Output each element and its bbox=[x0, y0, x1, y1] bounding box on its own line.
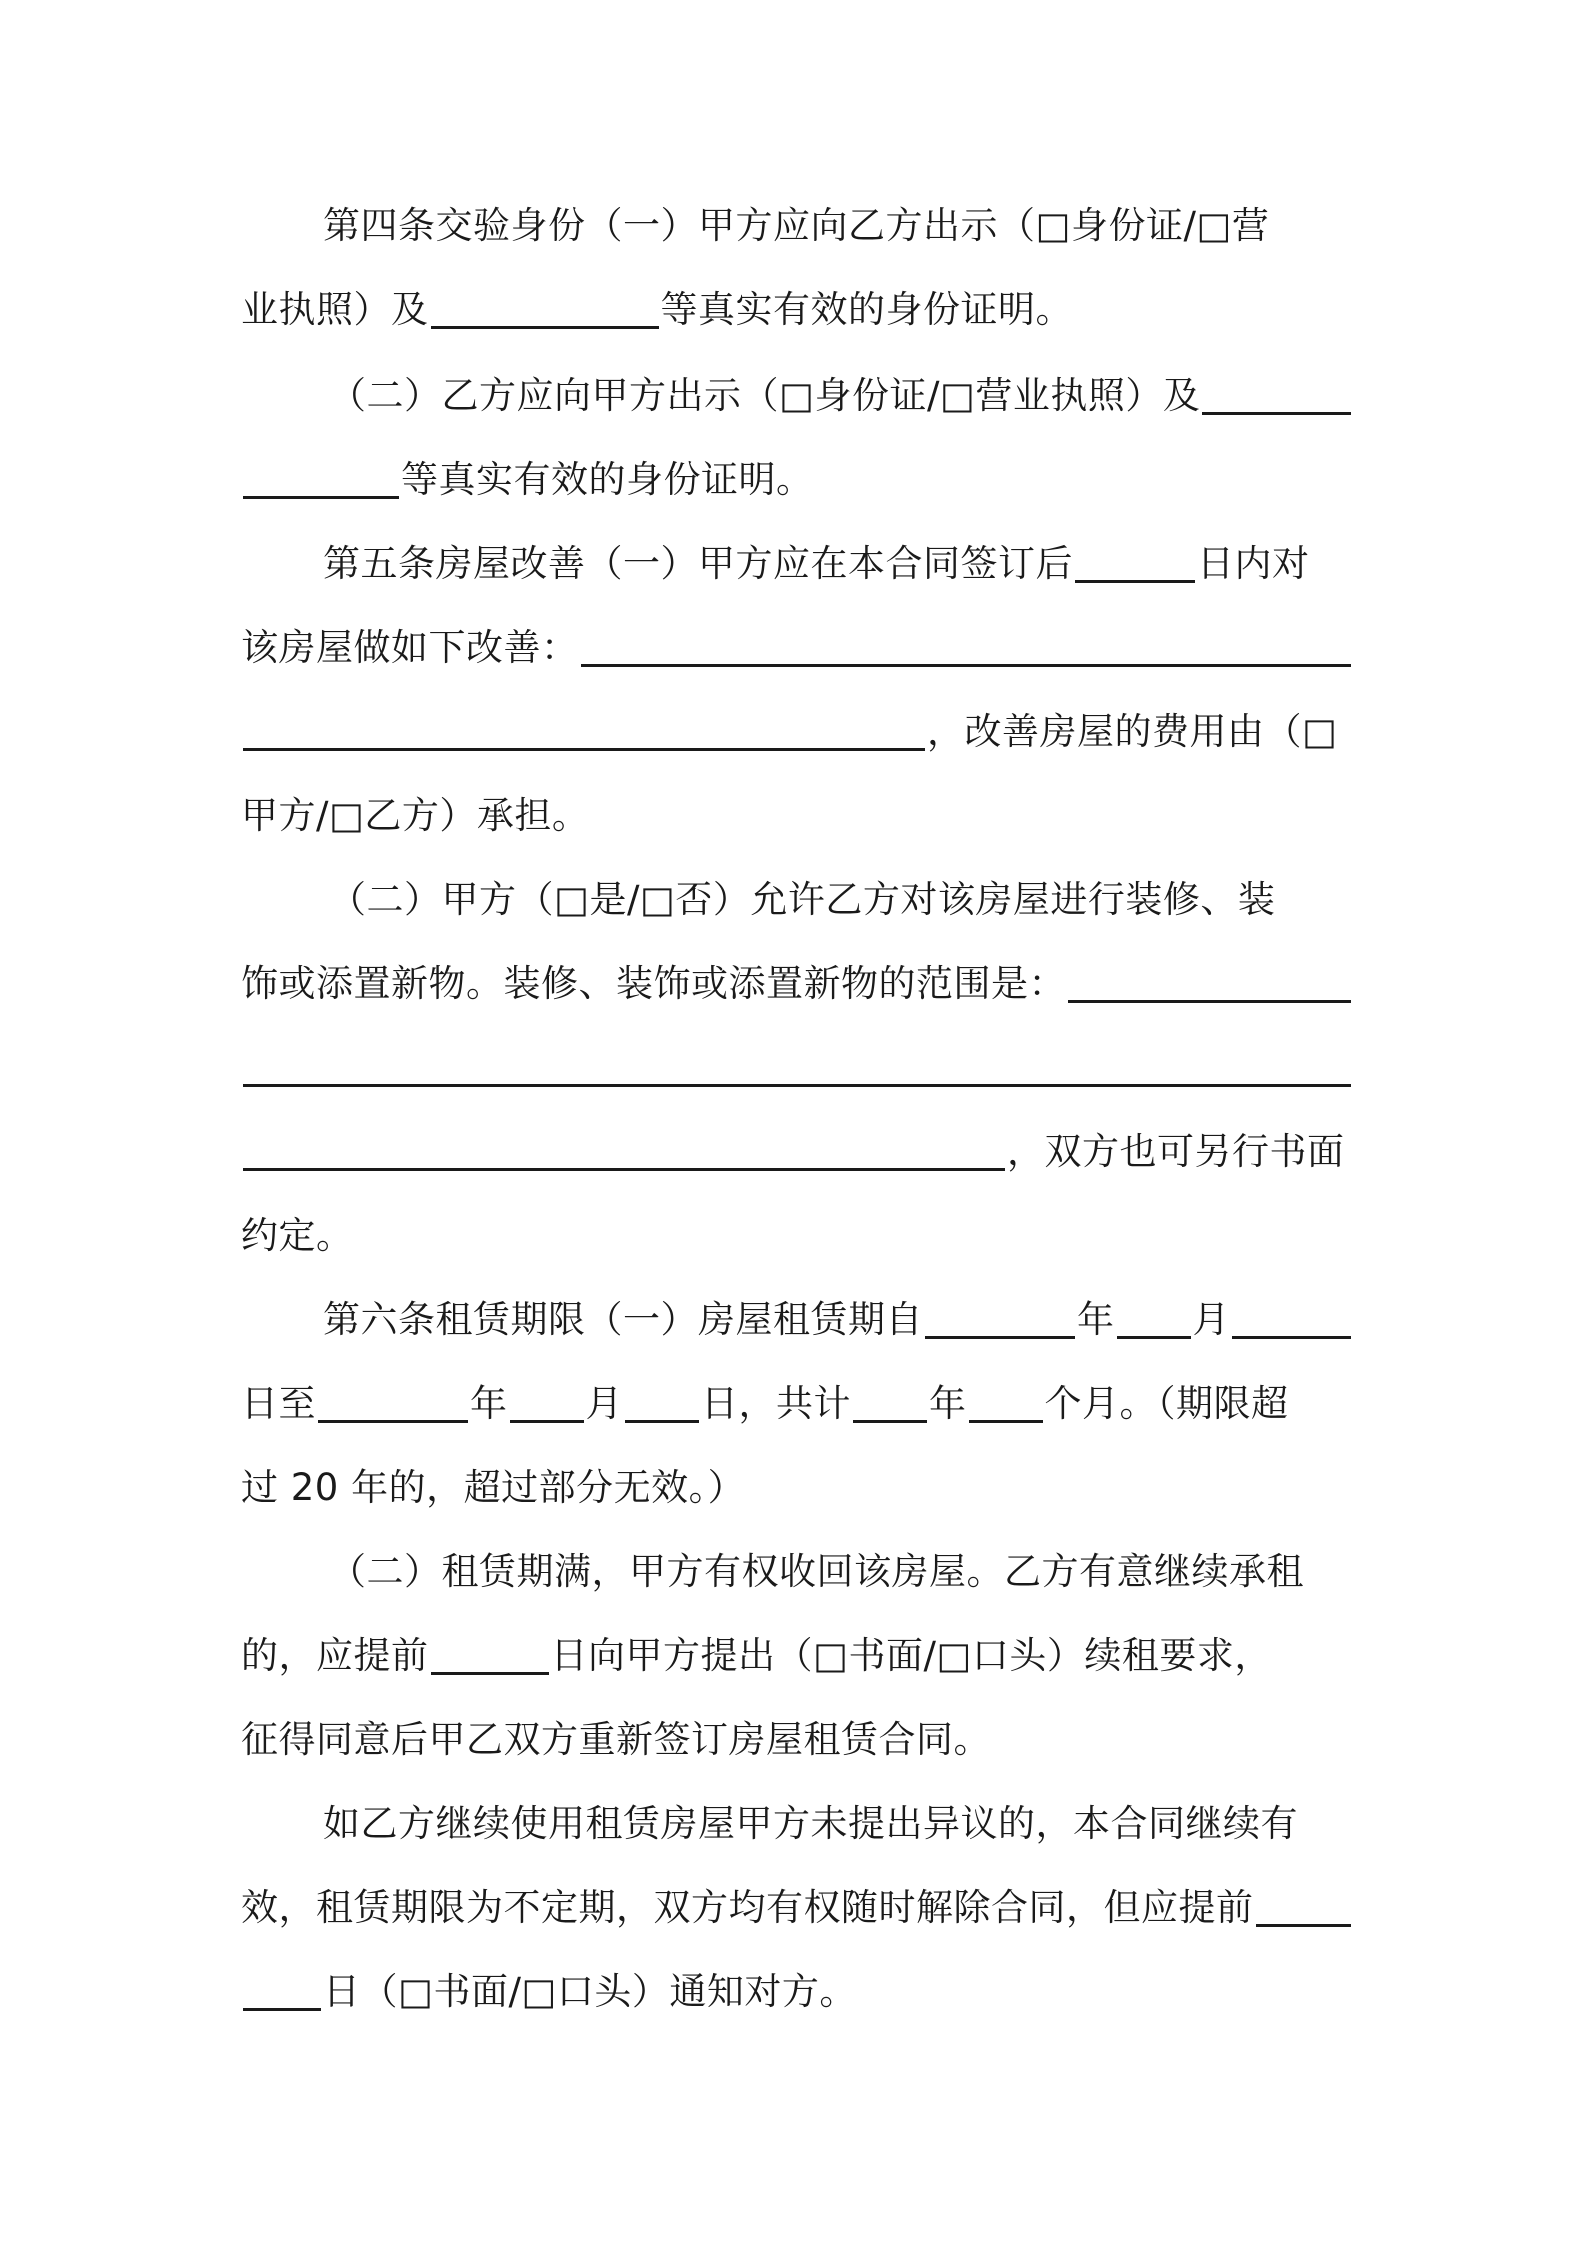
blank-field[interactable] bbox=[243, 714, 925, 751]
text: 年 bbox=[470, 1382, 508, 1425]
text: 业执照）及 bbox=[241, 288, 429, 331]
blank-field[interactable] bbox=[243, 1974, 321, 2011]
blank-field[interactable] bbox=[431, 292, 659, 329]
blank-field[interactable] bbox=[243, 462, 399, 499]
text: 月 bbox=[1192, 1298, 1230, 1341]
text: 约定。 bbox=[241, 1214, 354, 1257]
text: 日，共计 bbox=[701, 1382, 851, 1425]
article-5-line-4 bbox=[241, 786, 1353, 846]
text: 日向甲方提出（□书面/□口头）续租要求， bbox=[550, 1634, 1272, 1677]
article-6-line-5 bbox=[241, 1626, 1353, 1686]
blank-field[interactable] bbox=[853, 1386, 927, 1423]
article-6-line-2 bbox=[241, 1374, 1353, 1434]
text: 该房屋做如下改善： bbox=[241, 626, 579, 669]
text: ，双方也可另行书面 bbox=[1007, 1130, 1345, 1173]
text: 甲方/□乙方）承担。 bbox=[241, 794, 590, 837]
text: 个月。（期限超 bbox=[1044, 1382, 1289, 1425]
blank-field[interactable] bbox=[1117, 1302, 1191, 1339]
text: 饰或添置新物。装修、装饰或添置新物的范围是： bbox=[241, 962, 1066, 1005]
article-6-line-6 bbox=[241, 1710, 1353, 1770]
text: 日内对 bbox=[1197, 542, 1310, 585]
article-4-line-4 bbox=[241, 450, 1353, 510]
article-6-line-1 bbox=[241, 1290, 1353, 1350]
blank-field[interactable] bbox=[969, 1386, 1043, 1423]
text: （二）乙方应向甲方出示（□身份证/□营业执照）及 bbox=[329, 374, 1201, 417]
blank-field[interactable] bbox=[625, 1386, 699, 1423]
blank-field[interactable] bbox=[1068, 966, 1351, 1003]
article-4-line-1 bbox=[241, 196, 1353, 256]
blank-field[interactable] bbox=[1232, 1302, 1351, 1339]
article-5-line-9 bbox=[241, 1206, 1353, 1266]
text: 第四条交验身份（一）甲方应向乙方出示（□身份证/□营 bbox=[323, 204, 1270, 247]
text: 如乙方继续使用租赁房屋甲方未提出异议的，本合同继续有 bbox=[323, 1802, 1298, 1845]
text: 效，租赁期限为不定期，双方均有权随时解除合同，但应提前 bbox=[241, 1886, 1254, 1929]
blank-field[interactable] bbox=[243, 1050, 1351, 1087]
text: 第五条房屋改善（一）甲方应在本合同签订后 bbox=[323, 542, 1073, 585]
text: 第六条租赁期限（一）房屋租赁期自 bbox=[323, 1298, 923, 1341]
blank-field[interactable] bbox=[1256, 1890, 1352, 1927]
blank-field[interactable] bbox=[318, 1386, 468, 1423]
text: 等真实有效的身份证明。 bbox=[401, 458, 814, 501]
text: 日至 bbox=[241, 1382, 316, 1425]
text: ，改善房屋的费用由（□ bbox=[927, 710, 1338, 753]
article-5-line-8 bbox=[241, 1122, 1353, 1182]
text: 等真实有效的身份证明。 bbox=[660, 288, 1073, 331]
article-4-line-2 bbox=[241, 280, 1353, 340]
article-6-line-3 bbox=[241, 1458, 1353, 1518]
article-6-line-9 bbox=[241, 1962, 1353, 2022]
article-5-line-2 bbox=[241, 618, 1353, 678]
text: 过 20 年的，超过部分无效。） bbox=[241, 1466, 746, 1509]
text: 的，应提前 bbox=[241, 1634, 429, 1677]
text: （二）租赁期满，甲方有权收回该房屋。乙方有意继续承租 bbox=[329, 1550, 1304, 1593]
text: 年 bbox=[929, 1382, 967, 1425]
blank-field[interactable] bbox=[581, 630, 1352, 667]
blank-field[interactable] bbox=[510, 1386, 584, 1423]
article-6-line-4 bbox=[241, 1542, 1353, 1602]
blank-field[interactable] bbox=[925, 1302, 1075, 1339]
article-5-line-5 bbox=[241, 870, 1353, 930]
article-6-line-8 bbox=[241, 1878, 1353, 1938]
text: 年 bbox=[1077, 1298, 1115, 1341]
article-5-line-7 bbox=[241, 1038, 1353, 1098]
article-5-line-1 bbox=[241, 534, 1353, 594]
text: 日（□书面/□口头）通知对方。 bbox=[323, 1970, 857, 2013]
article-4-line-3 bbox=[241, 366, 1353, 426]
text: （二）甲方（□是/□否）允许乙方对该房屋进行装修、装 bbox=[329, 878, 1276, 921]
text: 征得同意后甲乙双方重新签订房屋租赁合同。 bbox=[241, 1718, 991, 1761]
article-5-line-3 bbox=[241, 702, 1353, 762]
blank-field[interactable] bbox=[431, 1638, 549, 1675]
article-6-line-7 bbox=[241, 1794, 1353, 1854]
blank-field[interactable] bbox=[1075, 546, 1195, 583]
blank-field[interactable] bbox=[243, 1134, 1005, 1171]
article-5-line-6 bbox=[241, 954, 1353, 1014]
blank-field[interactable] bbox=[1202, 378, 1351, 415]
text: 月 bbox=[585, 1382, 623, 1425]
